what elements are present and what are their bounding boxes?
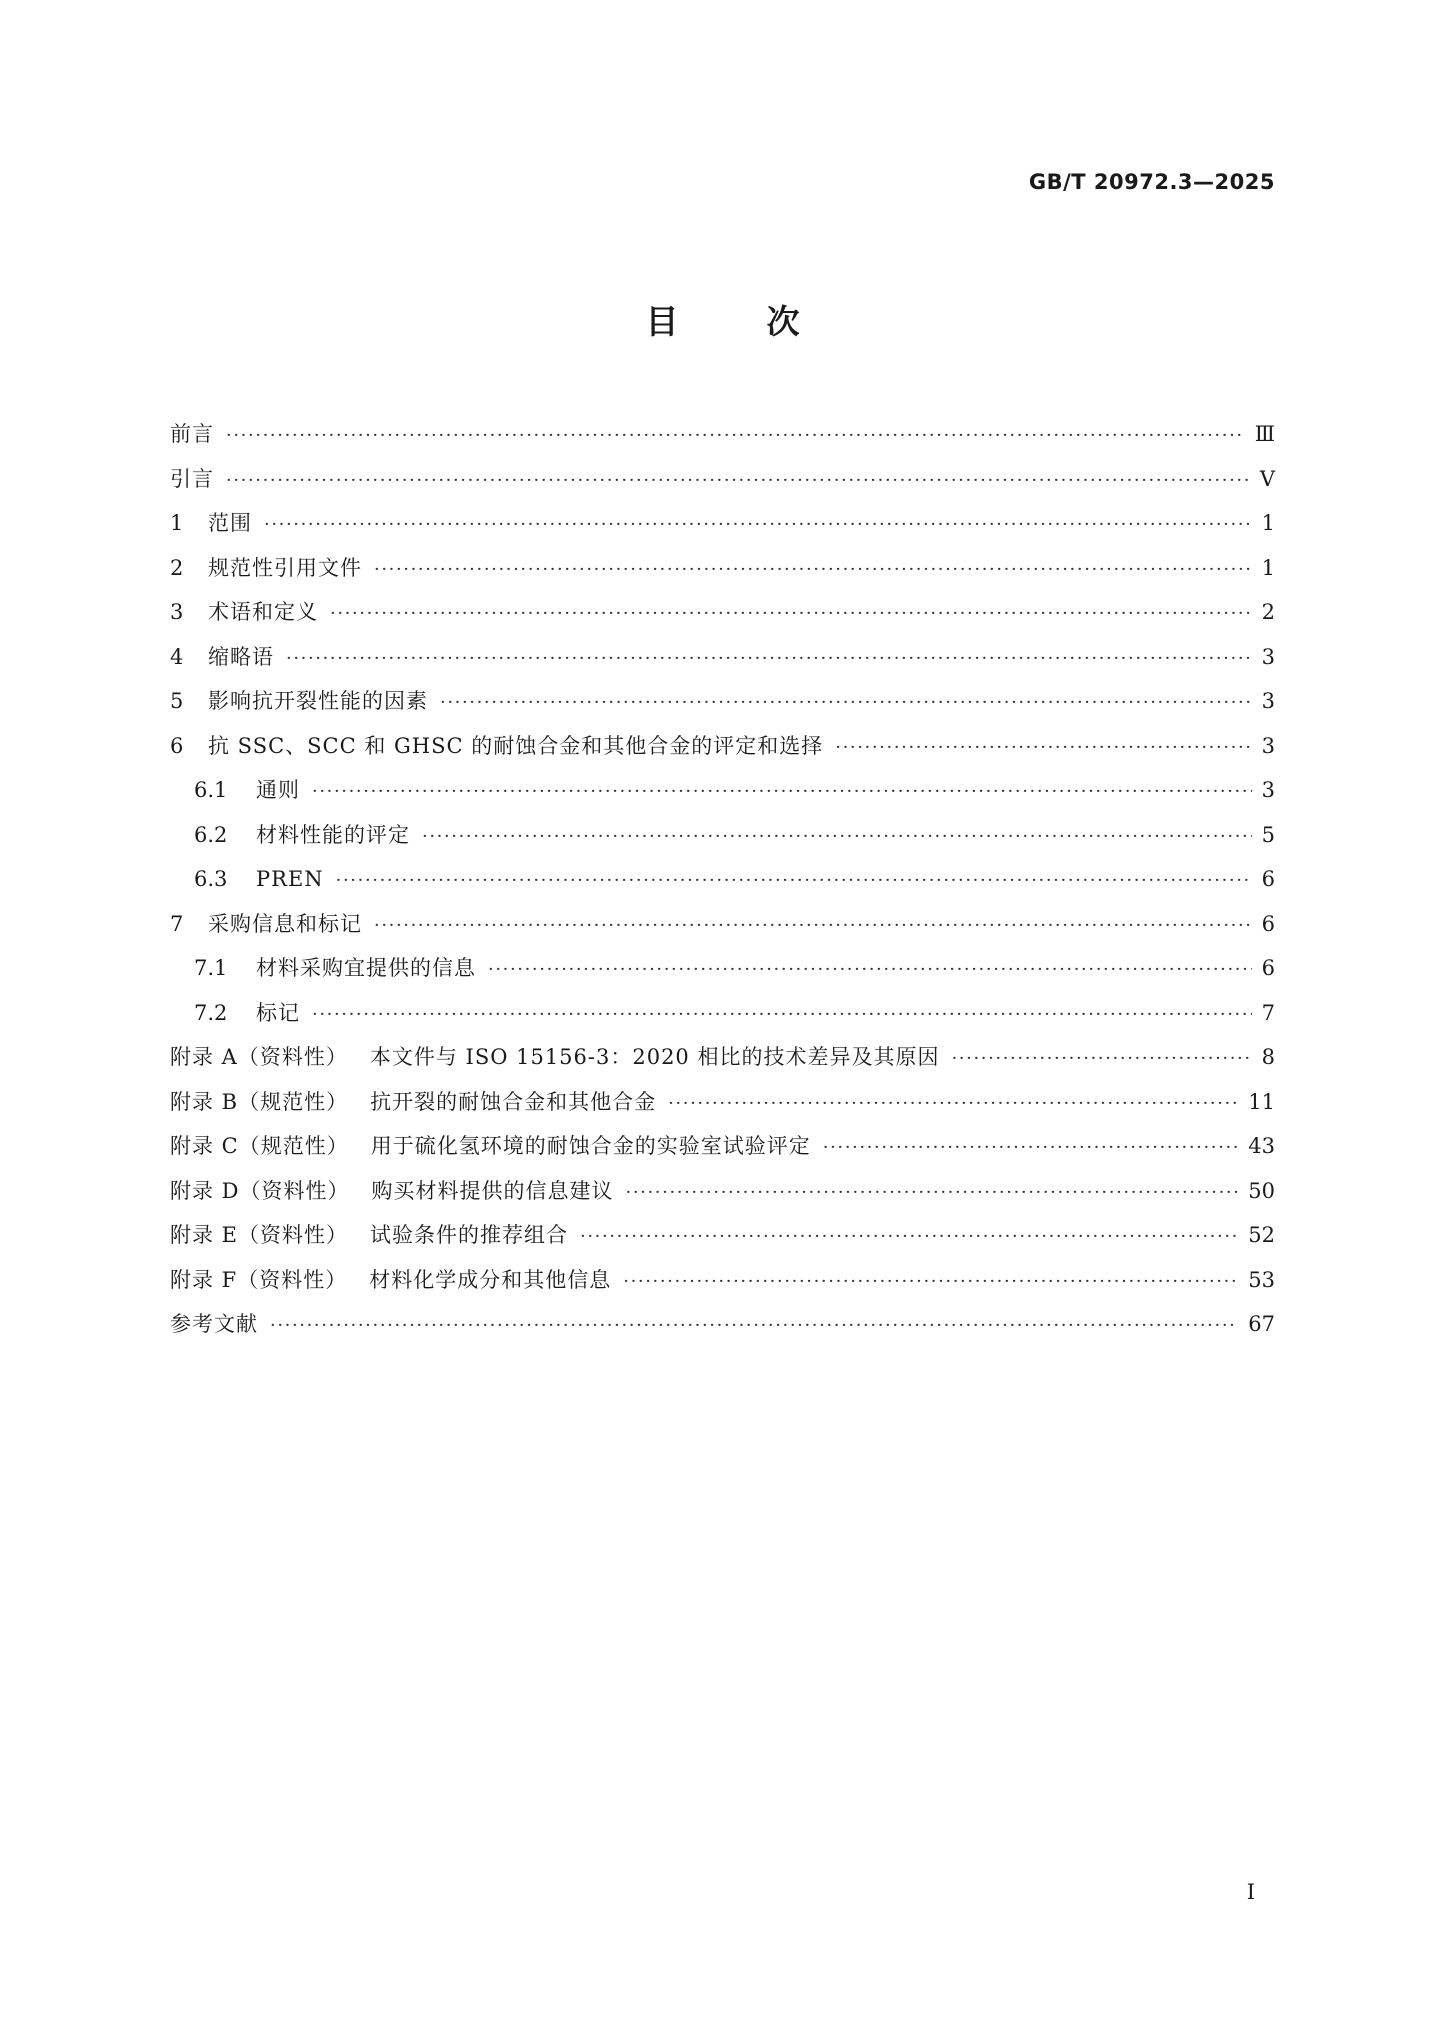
toc-entry-number: 附录 A（资料性） [170, 1045, 348, 1069]
toc-dot-leader [226, 459, 1250, 504]
toc-entry-page: 3 [1261, 733, 1275, 758]
toc-dot-leader [336, 859, 1252, 904]
toc-entry-label: 标记 [256, 1000, 300, 1025]
toc-entry-number: 7 [170, 911, 184, 936]
toc-entry[interactable] [170, 501, 1275, 546]
toc-entry-label: PREN [256, 867, 324, 891]
toc-entry[interactable] [170, 1213, 1275, 1258]
toc-entry-number: 7.2 [194, 1000, 228, 1025]
page-number: Ⅰ [1246, 1880, 1255, 1904]
toc-entry[interactable] [170, 813, 1275, 858]
toc-entry-page: 6 [1261, 911, 1275, 936]
toc-entry-label: 试验条件的推荐组合 [370, 1223, 569, 1247]
toc-entry-page: 6 [1261, 956, 1275, 980]
toc-entry-number: 3 [170, 600, 184, 624]
toc-dot-leader [226, 414, 1245, 459]
toc-dot-leader [270, 1304, 1238, 1349]
toc-entry-label: 用于硫化氢环境的耐蚀合金的实验室试验评定 [370, 1134, 811, 1158]
toc-entry-number: 6.3 [194, 867, 228, 891]
toc-entry[interactable] [170, 546, 1275, 591]
toc-entry-page: 43 [1248, 1134, 1275, 1158]
toc-title-char-2: 次 [766, 302, 800, 341]
toc-title-char-1: 目 [645, 302, 679, 341]
toc-entry[interactable] [170, 1258, 1275, 1303]
toc-entry-number: 附录 F（资料性） [170, 1267, 348, 1292]
toc-entry-page: 3 [1261, 689, 1275, 713]
toc-dot-leader [264, 503, 1252, 548]
toc-entry-number: 4 [170, 644, 184, 669]
toc-entry-number: 5 [170, 689, 184, 713]
toc-dot-leader [374, 548, 1252, 593]
toc-entry-label: 购买材料提供的信息建议 [371, 1178, 614, 1203]
toc-dot-leader [374, 904, 1252, 949]
toc-entry-number: 7.1 [194, 956, 228, 980]
toc-entry-page: 3 [1261, 778, 1275, 802]
toc-entry-page: 67 [1248, 1312, 1275, 1336]
toc-dot-leader [312, 770, 1252, 815]
toc-dot-leader [626, 1171, 1239, 1216]
toc-entry-number: 2 [170, 555, 184, 580]
toc-entry-page: Ⅲ [1254, 422, 1275, 446]
toc-entry-page: 11 [1248, 1089, 1275, 1114]
toc-entry[interactable] [170, 412, 1275, 457]
toc-entry-label: 规范性引用文件 [208, 555, 362, 580]
toc-title [0, 296, 1445, 343]
toc-entry-page: 8 [1261, 1045, 1275, 1069]
toc-entry-page: 1 [1261, 511, 1275, 535]
toc-dot-leader [835, 726, 1251, 771]
toc-entry-page: 53 [1248, 1267, 1275, 1292]
toc-entry[interactable] [170, 857, 1275, 902]
document-code: GB/T 20972.3—2025 [1028, 170, 1275, 194]
toc-entry-label: 材料性能的评定 [256, 822, 410, 847]
toc-entry[interactable] [170, 946, 1275, 991]
toc-entry-page: 3 [1261, 644, 1275, 669]
toc-entry-page: 50 [1248, 1178, 1275, 1203]
toc-entry-label: 术语和定义 [208, 600, 318, 624]
toc-entry-page: 6 [1261, 867, 1275, 891]
toc-entry-number: 附录 D（资料性） [170, 1178, 350, 1203]
toc-dot-leader [623, 1260, 1238, 1305]
toc-dot-leader [951, 1037, 1251, 1082]
toc-entry-page: 2 [1261, 600, 1275, 624]
toc-entry[interactable] [170, 991, 1275, 1036]
toc-entry-label: 前言 [170, 422, 214, 446]
toc-entry-page: 5 [1261, 822, 1275, 847]
toc-entry-page: 52 [1248, 1223, 1275, 1247]
toc-entry-number: 1 [170, 511, 184, 535]
toc-entry[interactable] [170, 1302, 1275, 1347]
toc-dot-leader [312, 993, 1252, 1038]
toc-entry[interactable] [170, 590, 1275, 635]
toc-dot-leader [488, 948, 1252, 993]
toc-list [170, 412, 1275, 1347]
toc-dot-leader [580, 1215, 1238, 1260]
toc-entry-label: 材料化学成分和其他信息 [369, 1267, 612, 1292]
toc-dot-leader [330, 592, 1252, 637]
toc-entry-number: 附录 E（资料性） [170, 1223, 349, 1247]
toc-entry-number: 6.2 [194, 822, 228, 847]
toc-dot-leader [286, 637, 1252, 682]
toc-entry[interactable] [170, 1124, 1275, 1169]
toc-entry-label: 抗 SSC、SCC 和 GHSC 的耐蚀合金和其他合金的评定和选择 [208, 733, 824, 758]
toc-entry-page: Ⅴ [1259, 466, 1275, 491]
toc-dot-leader [422, 815, 1252, 860]
toc-dot-leader [668, 1082, 1238, 1127]
toc-entry[interactable] [170, 1080, 1275, 1125]
toc-entry[interactable] [170, 635, 1275, 680]
toc-entry-label: 抗开裂的耐蚀合金和其他合金 [370, 1089, 657, 1114]
toc-entry-label: 范围 [208, 511, 252, 535]
toc-entry-label: 本文件与 ISO 15156-3：2020 相比的技术差异及其原因 [369, 1045, 940, 1069]
toc-entry[interactable] [170, 1035, 1275, 1080]
toc-entry-label: 参考文献 [170, 1312, 258, 1336]
toc-dot-leader [440, 681, 1252, 726]
toc-entry-label: 缩略语 [208, 644, 274, 669]
toc-entry[interactable] [170, 679, 1275, 724]
toc-entry-label: 材料采购宜提供的信息 [256, 956, 476, 980]
toc-entry[interactable] [170, 1169, 1275, 1214]
toc-entry-label: 采购信息和标记 [208, 911, 362, 936]
toc-entry-page: 7 [1261, 1000, 1275, 1025]
toc-entry[interactable] [170, 457, 1275, 502]
toc-entry[interactable] [170, 768, 1275, 813]
toc-entry-label: 通则 [256, 778, 300, 802]
toc-entry-number: 6.1 [194, 778, 228, 802]
toc-entry-number: 附录 C（规范性） [170, 1134, 349, 1158]
toc-entry[interactable] [170, 724, 1275, 769]
toc-entry-number: 附录 B（规范性） [170, 1089, 349, 1114]
toc-entry-number: 6 [170, 733, 184, 758]
toc-dot-leader [823, 1126, 1239, 1171]
toc-entry[interactable] [170, 902, 1275, 947]
toc-entry-label: 影响抗开裂性能的因素 [208, 689, 428, 713]
toc-entry-page: 1 [1261, 555, 1275, 580]
toc-entry-label: 引言 [170, 466, 214, 491]
